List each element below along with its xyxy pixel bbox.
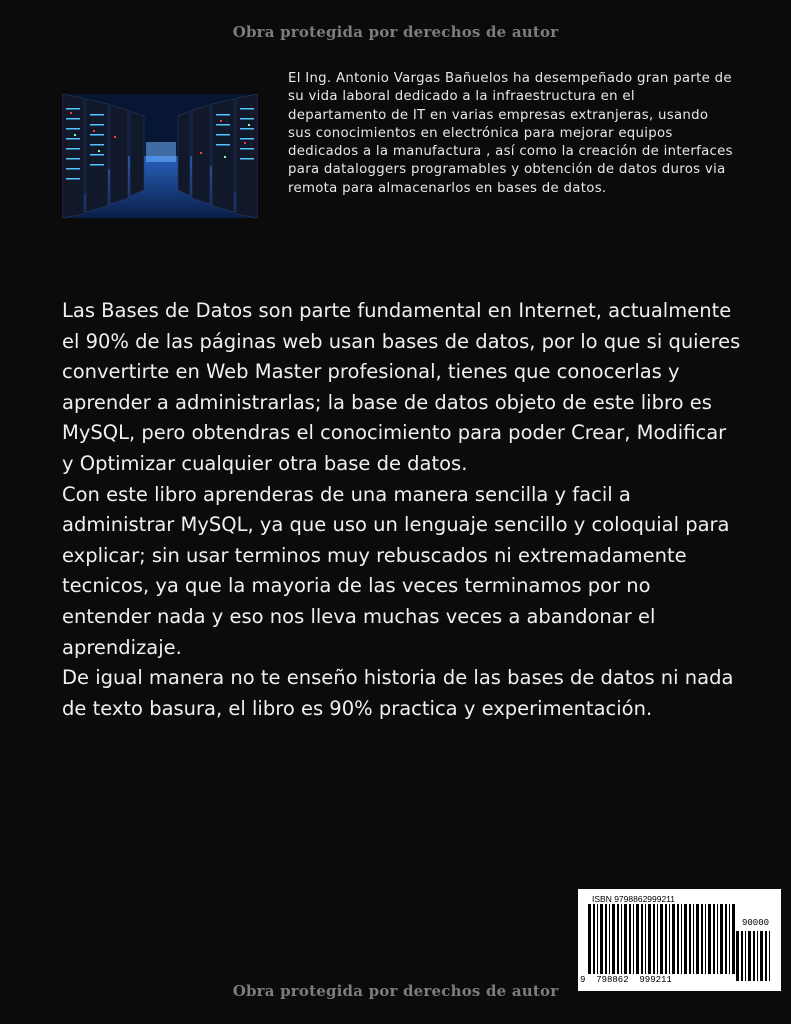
description-paragraph: Las Bases de Datos son parte fundamental en Internet, actualmente el 90% de las páginas web usan bases de datos, por lo que si quieres convertirte en Web Master profesional, tienes que conocerlas y aprender a administrarlas; la base de datos objeto de este libro es MySQL, pero obtendras el conocimiento para poder Crear, Modificar y Optimizar cualquier otra base de datos. — [62, 299, 741, 475]
barcode-bars — [588, 904, 736, 974]
copyright-watermark-top: Obra protegida por derechos de autor — [232, 23, 559, 41]
author-bio: El Ing. Antonio Vargas Bañuelos ha desempeñado gran parte de su vida laboral dedicado a la infraestructura en el departamento de IT en varias empresas extranjeras, usando sus conocimientos en electrónica para mejorar equipos dedicados a la manufactura , así como la creación de interfaces para dataloggers programables y obtención de datos duros via remota para almacenarlos en bases de datos. — [288, 71, 733, 196]
isbn-label: ISBN 9798862999211 — [592, 894, 676, 904]
barcode-digits: 9 798862 999211 — [580, 975, 672, 985]
isbn-barcode — [578, 889, 781, 991]
server-racks-photo — [62, 94, 258, 218]
price-code: 90000 — [742, 918, 770, 928]
description-paragraph: De igual manera no te enseño historia de las bases de datos ni nada de texto basura, el libro es 90% practica y experimentación. — [62, 666, 734, 720]
supplemental-barcode-bars — [736, 931, 772, 981]
description-paragraph: Con este libro aprenderas de una manera sencilla y facil a administrar MySQL, ya que uso un lenguaje sencillo y coloquial para explicar; sin usar terminos muy rebuscados ni extremadamente tecnicos, ya que la mayoria de las veces terminamos por no entender nada y eso nos lleva muchas veces a abandonar el aprendizaje. — [62, 482, 730, 659]
server-racks-illustration — [62, 94, 258, 218]
copyright-watermark-bottom: Obra protegida por derechos de autor — [232, 982, 559, 1000]
book-description — [62, 296, 742, 724]
